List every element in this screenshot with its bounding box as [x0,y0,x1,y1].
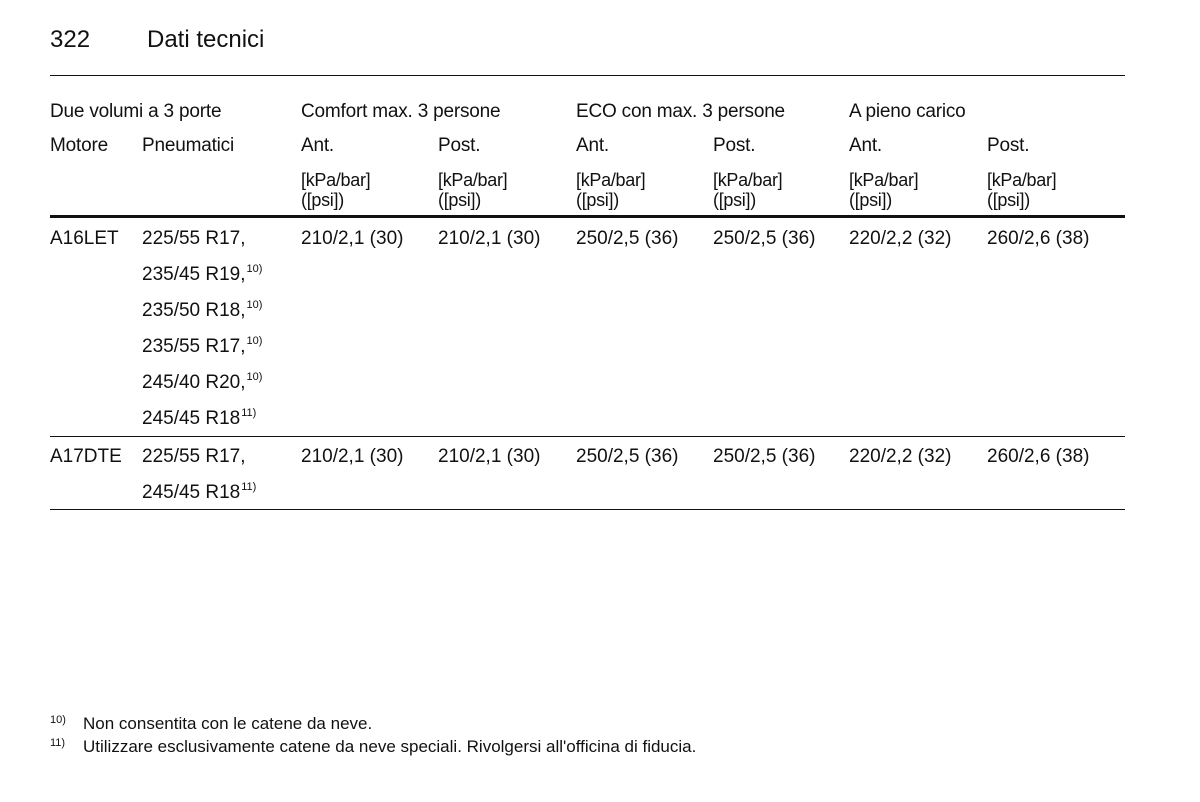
unit-line-2: ([psi]) [987,190,1030,210]
column-header-comfort-front: Ant. [301,135,334,156]
tyre-size-text: 225/55 R17, [142,446,246,467]
footnote-text: Utilizzare esclusivamente catene da neve speciali. Rivolgersi all'officina di fiducia. [83,737,697,756]
pressure-eco-front: 250/2,5 (36) [576,446,679,467]
tyre-size-text: 235/50 R18, [142,300,246,321]
tyre-size-text: 245/40 R20, [142,372,246,393]
pressure-eco-front: 250/2,5 (36) [576,228,679,249]
group-heading-comfort: Comfort max. 3 persone [301,101,501,122]
unit-line-2: ([psi]) [849,190,892,210]
page-title: Dati tecnici [147,26,265,53]
tyre-size [142,408,256,430]
group-heading-eco: ECO con max. 3 persone [576,101,785,122]
pressure-full-front: 220/2,2 (32) [849,446,952,467]
pressure-comfort-rear: 210/2,1 (30) [438,228,541,249]
pressure-full-rear: 260/2,6 (38) [987,446,1090,467]
unit-line-1: [kPa/bar] [713,170,783,190]
engine-cell: A17DTE [50,446,122,467]
tyre-size-text: 225/55 R17, [142,228,246,249]
unit-line-1: [kPa/bar] [987,170,1057,190]
pressure-full-rear: 260/2,6 (38) [987,228,1090,249]
unit-line-1: [kPa/bar] [438,170,508,190]
tyre-size-text: 235/55 R17, [142,336,246,357]
column-header-eco-front: Ant. [576,135,609,156]
tyre-size [142,228,247,250]
tyre-size [142,372,262,394]
column-header-eco-rear: Post. [713,135,756,156]
footnote-mark: 10) [50,714,66,726]
pressure-eco-rear: 250/2,5 (36) [713,228,816,249]
unit-line-1: [kPa/bar] [849,170,919,190]
footnote-ref: 10) [246,299,263,311]
unit-line-2: ([psi]) [301,190,344,210]
footnote-mark: 11) [50,737,66,749]
row-divider [50,436,1125,437]
header-rule [50,75,1125,76]
column-header-engine: Motore [50,135,108,156]
unit-label [849,170,918,210]
page-number: 322 [50,26,91,53]
pressure-full-front: 220/2,2 (32) [849,228,952,249]
footnote-text: Non consentita con le catene da neve. [83,714,373,733]
unit-line-2: ([psi]) [438,190,481,210]
footnote-ref: 10) [246,371,263,383]
table-header-rule [50,215,1125,218]
unit-line-2: ([psi]) [576,190,619,210]
footnote-ref: 11) [241,407,257,419]
unit-line-2: ([psi]) [713,190,756,210]
unit-label [576,170,645,210]
tyre-size-text: 245/45 R18 [142,408,241,429]
unit-label [301,170,370,210]
unit-label [987,170,1056,210]
unit-line-1: [kPa/bar] [301,170,371,190]
column-header-tyres: Pneumatici [142,135,234,156]
unit-label [438,170,507,210]
tyre-size [142,446,247,468]
tyre-size [142,300,262,322]
tyre-size [142,264,262,286]
pressure-comfort-rear: 210/2,1 (30) [438,446,541,467]
table-bottom-rule [50,509,1125,510]
tyre-size [142,336,262,358]
pressure-eco-rear: 250/2,5 (36) [713,446,816,467]
footnote-ref: 10) [246,335,263,347]
footnote-ref: 10) [246,263,263,275]
unit-line-1: [kPa/bar] [576,170,646,190]
pressure-comfort-front: 210/2,1 (30) [301,228,404,249]
pressure-comfort-front: 210/2,1 (30) [301,446,404,467]
column-header-full-front: Ant. [849,135,882,156]
tyre-size [142,482,256,504]
unit-label [713,170,782,210]
body-type-heading: Due volumi a 3 porte [50,101,222,122]
engine-cell: A16LET [50,228,119,249]
column-header-full-rear: Post. [987,135,1030,156]
tyre-size-text: 245/45 R18 [142,482,241,503]
column-header-comfort-rear: Post. [438,135,481,156]
footnote-ref: 11) [241,481,257,493]
group-heading-full-load: A pieno carico [849,101,966,122]
tyre-size-text: 235/45 R19, [142,264,246,285]
